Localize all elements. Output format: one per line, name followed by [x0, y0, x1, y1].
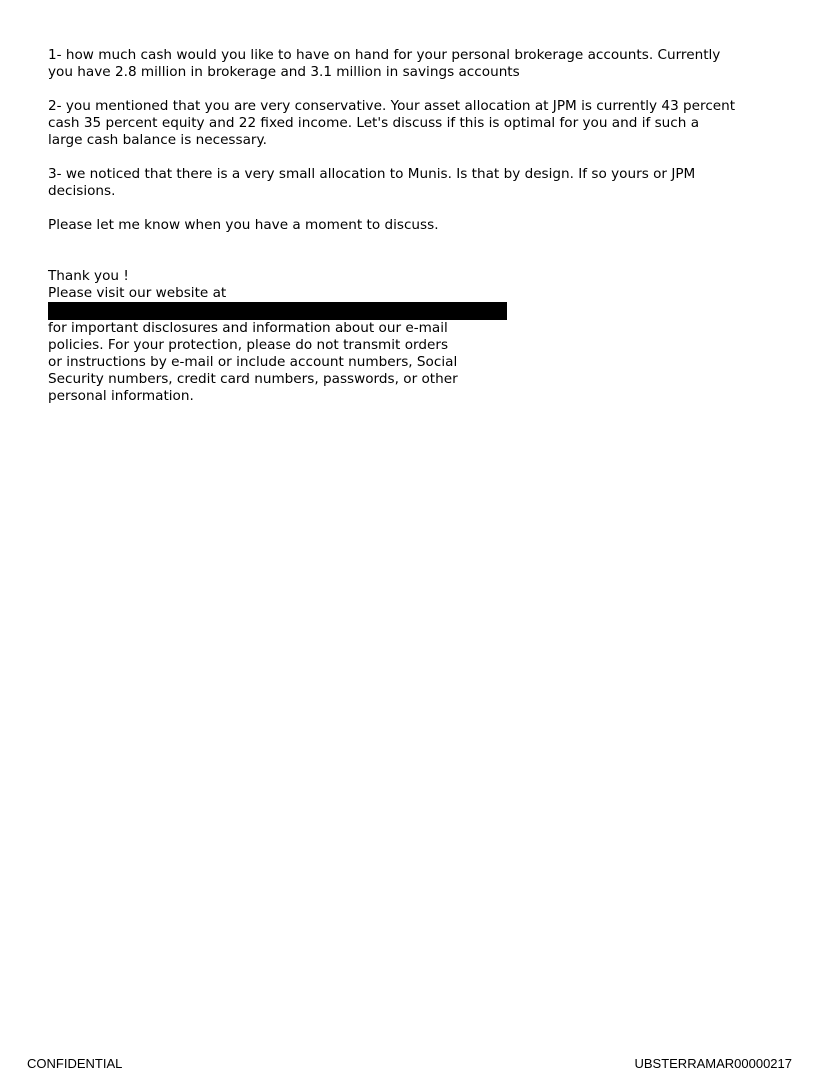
- email-body: [48, 47, 788, 405]
- email-disclaimer: for important disclosures and information about our e-mail policies. For your protection, please do not transmit orders or instructions by e-mail or include account numbers, Social Security numbers, credit card numbers, passwords, or other personal information.: [48, 320, 458, 404]
- thank-you-text: Thank you !: [48, 268, 129, 284]
- signature-block: [48, 268, 788, 405]
- redaction-bar: [48, 302, 507, 320]
- paragraph-discuss-request: Please let me know when you have a moment to discuss.: [48, 217, 439, 233]
- website-intro-text: Please visit our website at: [48, 285, 227, 301]
- paragraph-cash-on-hand: 1- how much cash would you like to have on hand for your personal brokerage accounts. Currently you have 2.8 million in brokerage and 3.1 million in savings accounts: [48, 47, 721, 80]
- confidential-label: CONFIDENTIAL: [27, 1056, 123, 1071]
- bates-number: UBSTERRAMAR00000217: [634, 1056, 792, 1071]
- paragraph-asset-allocation: 2- you mentioned that you are very conservative. Your asset allocation at JPM is currently 43 percent cash 35 percent equity and 22 fixed income. Let's discuss if this is optimal for you and if such a large cash balance is necessary.: [48, 98, 736, 148]
- paragraph-munis-allocation: 3- we noticed that there is a very small allocation to Munis. Is that by design. If so yours or JPM decisions.: [48, 166, 696, 199]
